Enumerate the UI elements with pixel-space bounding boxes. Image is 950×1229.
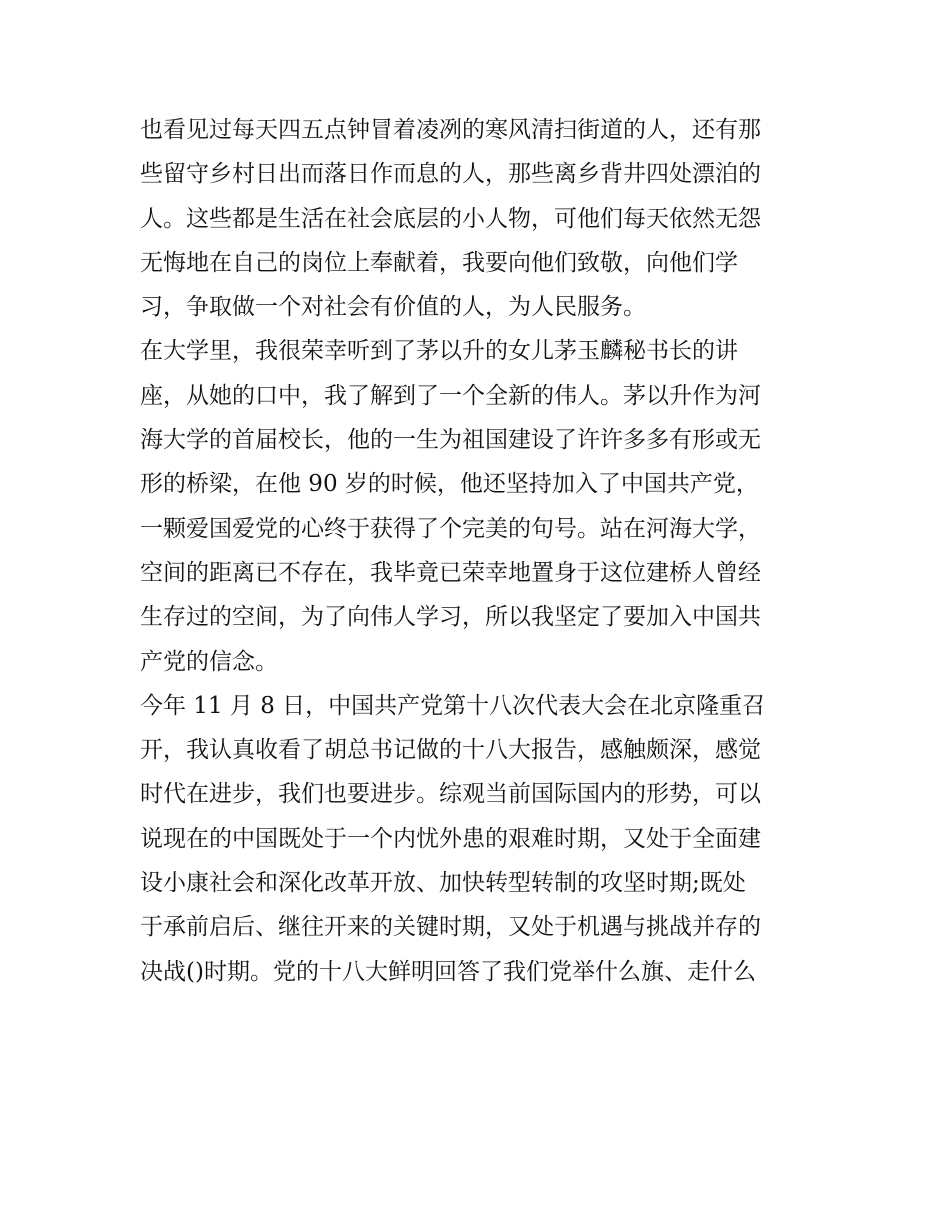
text-line: 形的桥梁，在他 90 岁的时候，他还坚持加入了中国共产党， xyxy=(140,471,759,498)
text-line: 习，争取做一个对社会有价值的人，为人民服务。 xyxy=(140,294,646,321)
text-line: 空间的距离已不存在，我毕竟已荣幸地置身于这位建桥人曾经 xyxy=(140,559,761,586)
text-line: 说现在的中国既处于一个内忧外患的艰难时期，又处于全面建 xyxy=(140,825,761,852)
text-line: 一颗爱国爱党的心终于获得了个完美的句号。站在河海大学， xyxy=(140,515,761,542)
text-line: 设小康社会和深化改革开放、加快转型转制的攻坚时期;既处 xyxy=(140,870,746,897)
text-line: 生存过的空间，为了向伟人学习，所以我坚定了要加入中国共 xyxy=(140,604,761,631)
text-line: 今年 11 月 8 日，中国共产党第十八次代表大会在北京隆重召 xyxy=(140,692,766,719)
text-line: 于承前启后、继往开来的关键时期，又处于机遇与挑战并存的 xyxy=(140,914,761,941)
document-text-body xyxy=(140,108,820,994)
text-line: 海大学的首届校长，他的一生为祖国建设了许许多多有形或无 xyxy=(140,427,761,454)
text-line: 人。这些都是生活在社会底层的小人物，可他们每天依然无怨 xyxy=(140,205,761,232)
text-line: 产党的信念。 xyxy=(140,648,278,675)
text-line: 无悔地在自己的岗位上奉献着，我要向他们致敬，向他们学 xyxy=(140,249,738,276)
text-line: 决战()时期。党的十八大鲜明回答了我们党举什么旗、走什么 xyxy=(140,958,756,985)
text-line: 在大学里，我很荣幸听到了茅以升的女儿茅玉麟秘书长的讲 xyxy=(140,338,738,365)
text-line: 开，我认真收看了胡总书记做的十八大报告，感触颇深，感觉 xyxy=(140,737,761,764)
text-line: 座，从她的口中，我了解到了一个全新的伟人。茅以升作为河 xyxy=(140,382,761,409)
text-line: 时代在进步，我们也要进步。综观当前国际国内的形势，可以 xyxy=(140,781,761,808)
text-line: 也看见过每天四五点钟冒着凌冽的寒风清扫街道的人，还有那 xyxy=(140,117,761,143)
text-line: 些留守乡村日出而落日作而息的人，那些离乡背井四处漂泊的 xyxy=(140,161,761,188)
